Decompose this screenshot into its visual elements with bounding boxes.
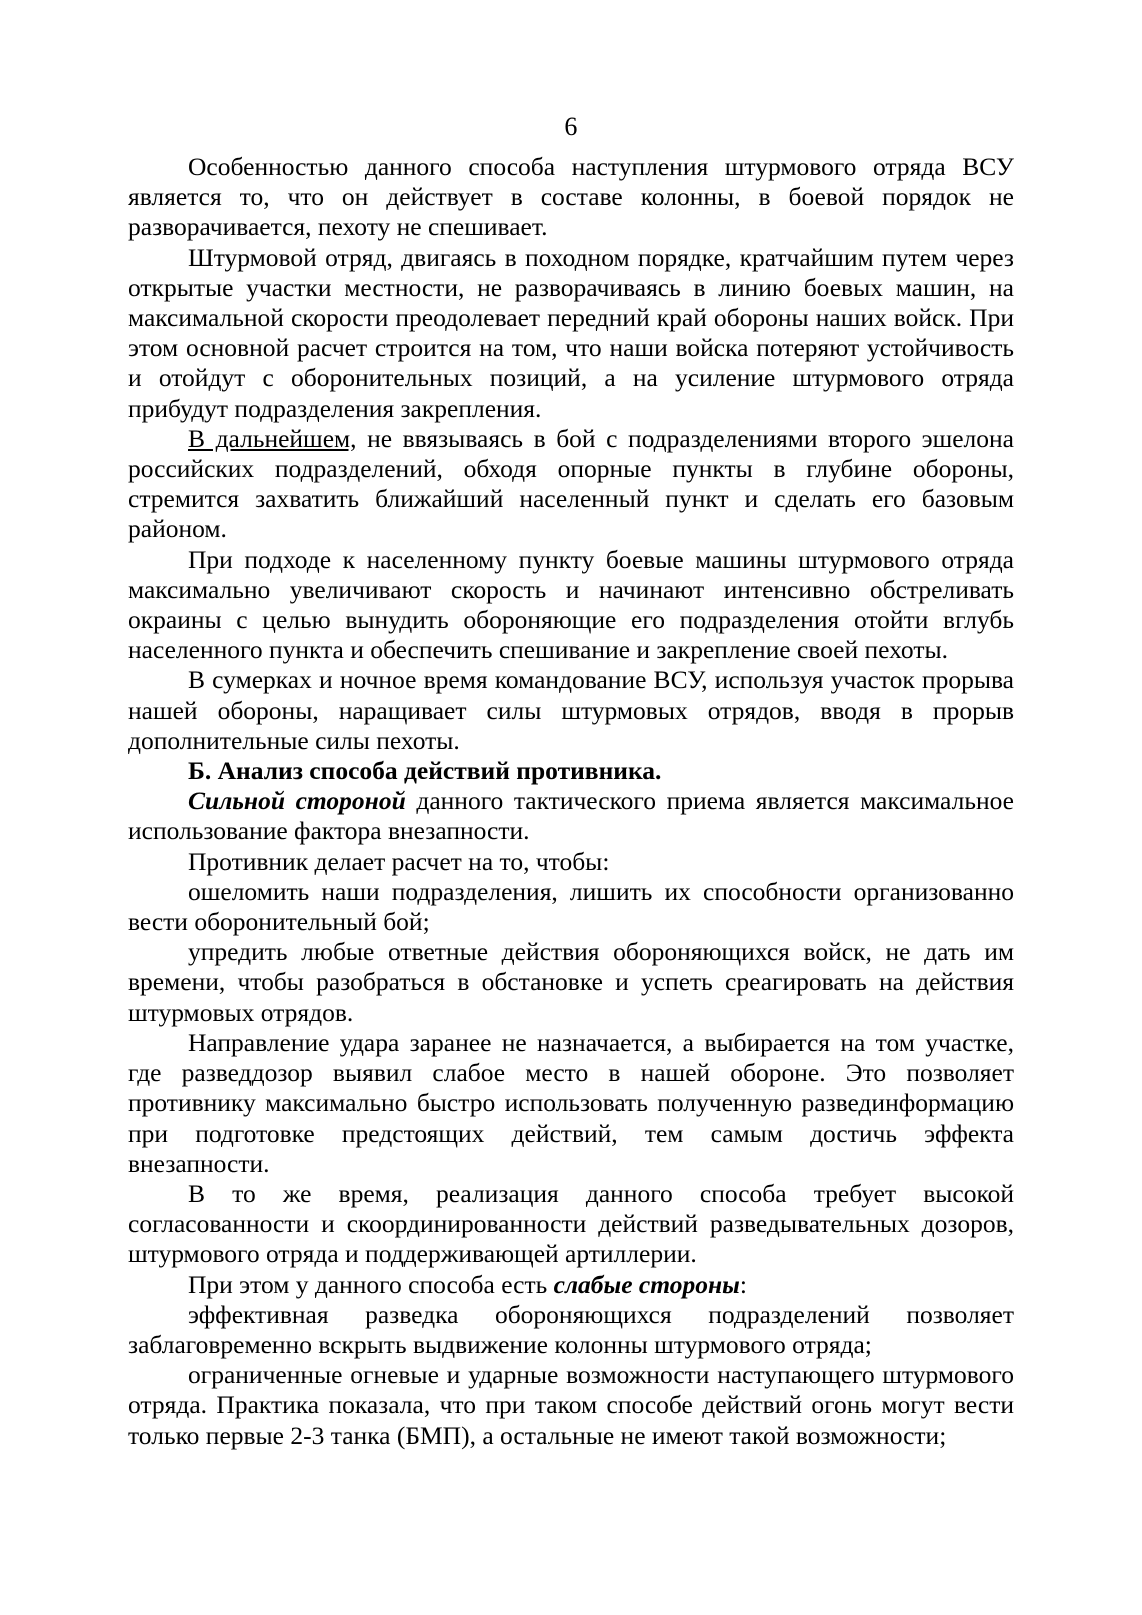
bold-italic-weak-sides: слабые стороны (553, 1269, 740, 1299)
paragraph-11: В то же время, реализация данного способа требует высокой согласованности и скоординированности действий разведывательных дозоров, штурмового отряда и поддерживающей артиллерии. (128, 1178, 1014, 1269)
page-number: 6 (564, 112, 578, 141)
paragraph-4: При подходе к населенному пункту боевые машины штурмового отряда максимально увеличивают скорость и начинают интенсивно обстреливать окраины с целью вынудить обороняющие его подразделения отойти вглубь населенного пункта и обеспечить спешивание и закрепление своей пехоты. (128, 544, 1014, 665)
paragraph-5: В сумерках и ночное время командование ВСУ, используя участок прорыва нашей обороны, наращивает силы штурмовых отрядов, вводя в прорыв дополнительные силы пехоты. (128, 665, 1014, 755)
document-body (128, 152, 1014, 1451)
paragraph-8: ошеломить наши подразделения, лишить их способности организованно вести оборонительный бой; (128, 876, 1014, 937)
paragraph-12-prefix: При этом у данного способа есть (188, 1269, 554, 1299)
section-heading-b: Б. Анализ способа действий противника. (188, 756, 662, 786)
paragraph-14: ограниченные огневые и ударные возможности наступающего штурмового отряда. Практика показала, что при таком способе действий огонь могут вести только первые 2-3 танка (БМП), а остальные не имеют такой возможности; (128, 1360, 1014, 1450)
paragraph-3-text: не ввязываясь в бой с подразделениями второго эшелона российских подразделений, обходя опорные пункты в глубине обороны, стремится захватить ближайший населенный пункт и сделать его базовым районом. (128, 423, 1014, 544)
paragraph-13: эффективная разведка обороняющихся подразделений позволяет заблаговременно вскрыть выдвижение колонны штурмового отряда; (128, 1299, 1014, 1359)
paragraph-12-suffix: : (739, 1269, 747, 1299)
paragraph-6 (128, 786, 1014, 846)
paragraph-2: Штурмовой отряд, двигаясь в походном порядке, кратчайшим путем через открытые участки местности, не разворачиваясь в линию боевых машин, на максимальной скорости преодолевает передний край обороны наших войск. При этом основной расчет строится на том, что наши войска потеряют устойчивость и отойдут с оборонительных позиций, а на усиление штурмового отряда прибудут подразделения закрепления. (128, 242, 1014, 423)
paragraph-3 (128, 424, 1014, 545)
paragraph-6-text: данного тактического приема является максимальное использование фактора внезапности. (128, 786, 1014, 846)
paragraph-10: Направление удара заранее не назначается, а выбирается на том участке, где разведдозор выявил слабое место в нашей обороне. Это позволяет противнику максимально быстро использовать полученную развединформацию при подготовке предстоящих действий, тем самым достичь эффекта внезапности. (128, 1027, 1014, 1178)
paragraph-1: Особенностью данного способа наступления штурмового отряда ВСУ является то, что он действует в составе колонны, в боевой порядок не разворачивается, пехоту не спешивает. (128, 152, 1014, 242)
bold-italic-lead-in-strong-side: Сильной стороной (188, 786, 406, 816)
paragraph-9: упредить любые ответные действия обороняющихся войск, не дать им времени, чтобы разобраться в обстановке и успеть среагировать на действия штурмовых отрядов. (128, 937, 1014, 1027)
paragraph-12 (128, 1270, 1014, 1300)
paragraph-7: Противник делает расчет на то, чтобы: (188, 846, 610, 876)
underlined-lead-in: В дальнейшем, (188, 423, 357, 453)
